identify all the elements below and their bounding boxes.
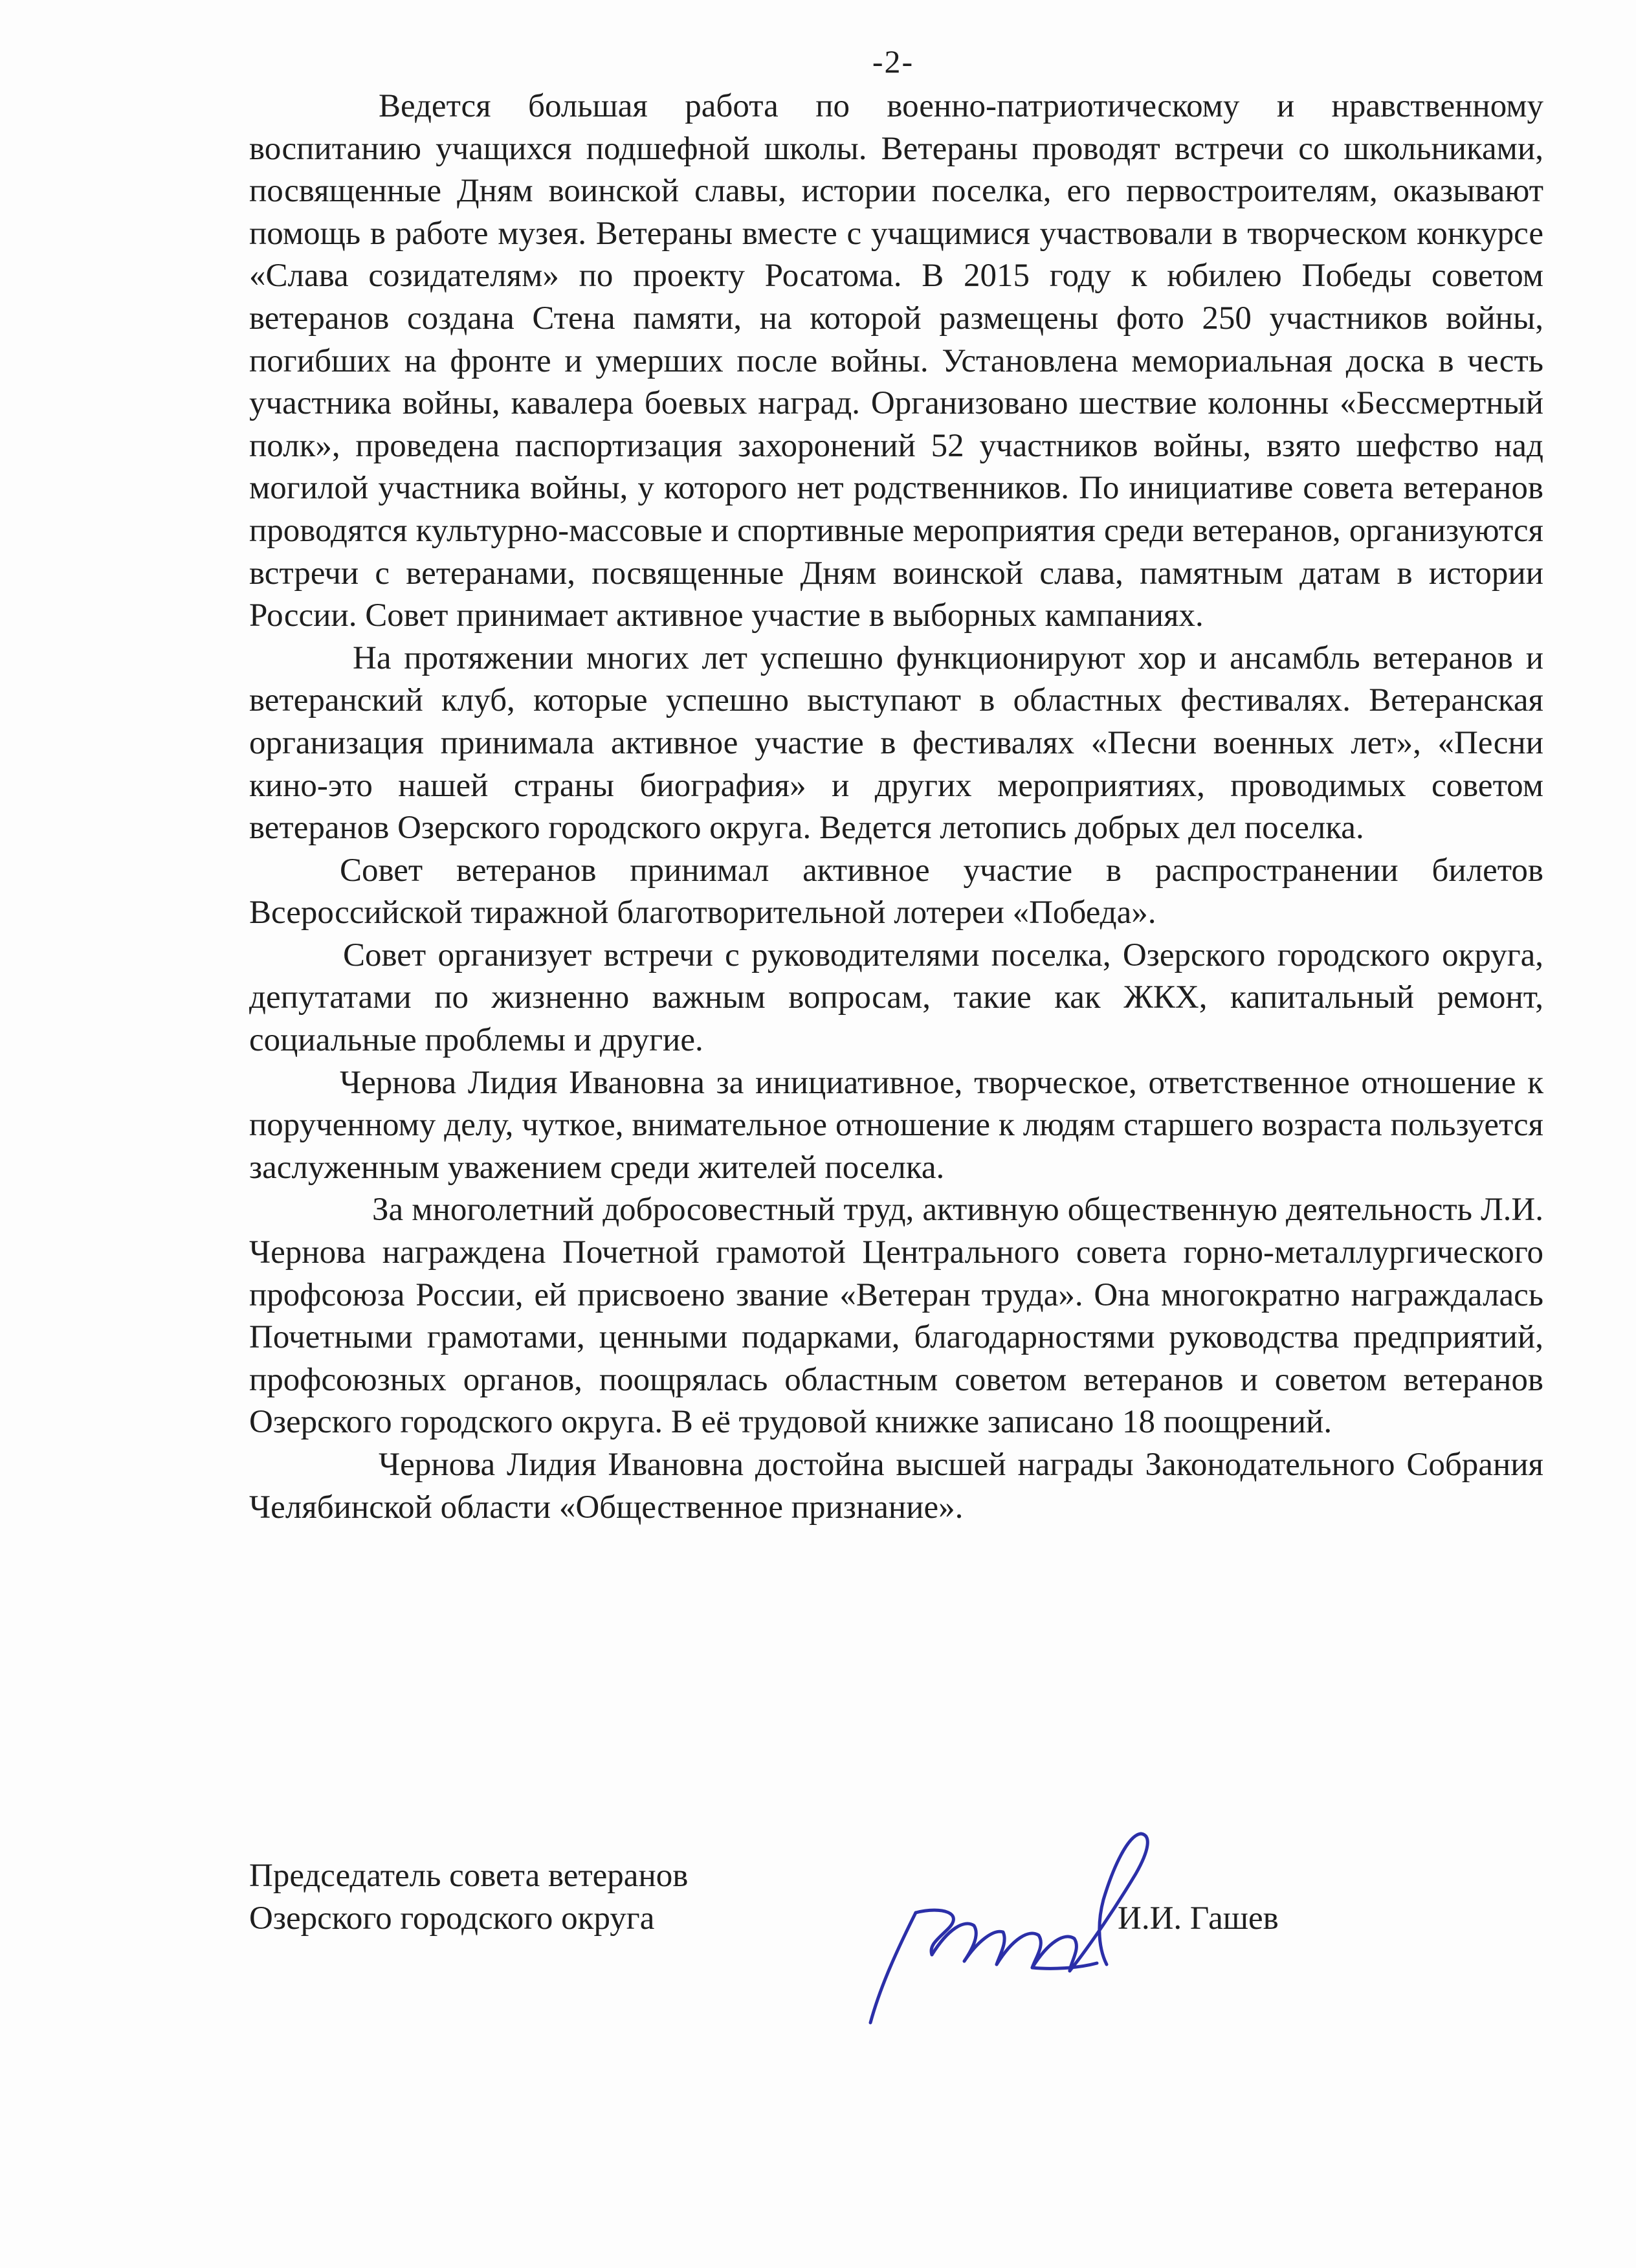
paragraph-lottery: Совет ветеранов принимал активное участие в распространении билетов Всероссийской тиражной благотворительной лотереи «Победа». [249, 852, 1543, 931]
signatory-position-line-2: Озерского городского округа [249, 1900, 655, 1937]
letter-body [249, 85, 1543, 1529]
signatory-name: И.И. Гашев [1118, 1900, 1279, 1937]
paragraph-patriotic-work: Ведется большая работа по военно-патриотическому и нравственному воспитанию учащихся подшефной школы. Ветераны проводят встречи со школьниками, посвященные Дням воинской славы, истории поселка, его первостроителям, оказывают помощь в работе музея. Ветераны вместе с учащимися участвовали в творческом конкурсе «Слава созидателям» по проекту Росатома. В 2015 году к юбилею Победы советом ветеранов создана Стена памяти, на которой размещены фото 250 участников войны, погибших на фронте и умерших после войны. Установлена мемориальная доска в честь участника войны, кавалера боевых наград. Организовано шествие колонны «Бессмертный полк», проведена паспортизация захоронений 52 участников войны, взято шефство над могилой участника войны, у которого нет родственников. По инициативе совета ветеранов проводятся культурно-массовые и спортивные мероприятия среди ветеранов, организуются встречи с ветеранами, посвященные Дням воинской слава, памятным датам в истории России. Совет принимает активное участие в выборных кампаниях. [249, 88, 1543, 634]
paragraph-meetings: Совет организует встречи с руководителями поселка, Озерского городского округа, депутатами по жизненно важным вопросам, такие как ЖКХ, капитальный ремонт, социальные проблемы и другие. [249, 937, 1543, 1059]
paragraph-awards: За многолетний добросовестный труд, активную общественную деятельность Л.И. Чернова награждена Почетной грамотой Центрального совета горно-металлургического профсоюза России, ей присвоено звание «Ветеран труда». Она многократно награждалась Почетными грамотами, ценными подарками, благодарностями руководства предприятий, профсоюзных органов, поощрялась областным советом ветеранов и советом ветеранов Озерского городского округа. В её трудовой книжке записано 18 поощрений. [249, 1192, 1543, 1441]
paragraph-chernova-respect: Чернова Лидия Ивановна за инициативное, творческое, ответственное отношение к порученному делу, чуткое, внимательное отношение к людям старшего возраста пользуется заслуженным уважением среди жителей поселка. [249, 1064, 1543, 1186]
paragraph-nomination: Чернова Лидия Ивановна достойна высшей награды Законодательного Собрания Челябинской области «Общественное признание». [249, 1447, 1543, 1526]
signatory-position-line-1: Председатель совета ветеранов [249, 1858, 689, 1894]
signatory-position [249, 1854, 688, 1940]
paragraph-choir-ensemble: На протяжении многих лет успешно функционируют хор и ансамбль ветеранов и ветеранский клуб, которые успешно выступают в областных фестивалях. Ветеранская организация принимала активное участие в фестивалях «Песни военных лет», «Песни кино-это нашей страны биография» и других мероприятиях, проводимых советом ветеранов Озерского городского округа. Ведется летопись добрых дел поселка. [249, 639, 1543, 847]
page-number: -2- [872, 43, 914, 80]
signature-block [249, 1854, 1543, 2023]
